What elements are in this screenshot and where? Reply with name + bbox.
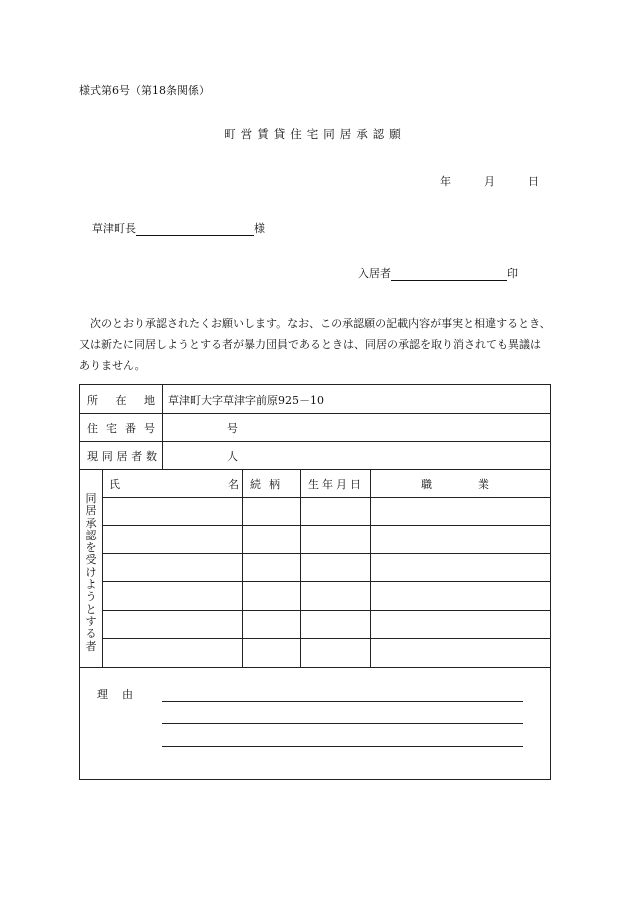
vertical-label-char: う xyxy=(85,590,97,604)
vertical-label-char: す xyxy=(85,614,97,628)
body-text xyxy=(79,313,551,376)
application-form-table xyxy=(79,384,551,780)
addressee-prefix: 草津町長 xyxy=(92,222,136,235)
location-label-char: 所 xyxy=(87,394,98,407)
addressee xyxy=(92,220,265,236)
row-divider xyxy=(102,610,550,611)
resident-line xyxy=(358,265,518,281)
location-label-char: 在 xyxy=(115,394,127,407)
column-divider xyxy=(102,469,103,667)
row-divider xyxy=(102,581,550,582)
reason-line[interactable] xyxy=(162,701,523,702)
location-value[interactable]: 草津町大字草津字前原925－10 xyxy=(168,394,324,407)
row-divider xyxy=(80,413,550,414)
date-line xyxy=(440,173,539,189)
vertical-label-char: る xyxy=(85,627,97,641)
column-divider xyxy=(162,385,163,469)
house-number-label: 住 宅 番 号 xyxy=(87,422,155,435)
location-label-char: 地 xyxy=(144,394,155,407)
current-residents-label: 現 同 居 者 数 xyxy=(87,450,157,463)
column-name-right: 名 xyxy=(228,478,239,491)
document-title: 町営賃貸住宅同居承認願 xyxy=(224,127,406,141)
reason-label: 理由 xyxy=(97,688,147,701)
vertical-label-char: け xyxy=(85,565,97,579)
column-divider xyxy=(370,469,371,667)
reason-line[interactable] xyxy=(162,723,523,724)
column-name-left: 氏 xyxy=(109,478,120,491)
vertical-label-char: 受 xyxy=(85,553,97,567)
body-paragraph: 次のとおり承認されたくお願いします。なお、この承認願の記載内容が事実と相違するとき、又は新たに同居しようとする者が暴力団員であるときは、同居の承認を取り消されても異議はありません。 xyxy=(79,317,551,372)
resident-label: 入居者 xyxy=(358,267,391,280)
row-divider xyxy=(80,469,550,470)
cohabitant-section-label xyxy=(80,493,102,653)
vertical-label-char: を xyxy=(85,541,97,555)
row-divider xyxy=(102,497,550,498)
vertical-label-char: 認 xyxy=(85,528,97,542)
location-label xyxy=(87,392,155,408)
column-occupation: 職業 xyxy=(421,478,535,491)
date-month-label: 月 xyxy=(484,175,495,188)
current-residents-unit: 人 xyxy=(227,450,238,463)
vertical-label-char: 居 xyxy=(85,504,97,518)
row-divider xyxy=(80,441,550,442)
resident-name-field[interactable] xyxy=(391,268,507,281)
reason-line[interactable] xyxy=(162,746,523,747)
addressee-name-field[interactable] xyxy=(136,223,254,236)
form-number: 様式第6号（第18条関係） xyxy=(79,84,210,97)
house-number-unit: 号 xyxy=(227,422,238,435)
row-divider xyxy=(102,525,550,526)
date-day-label: 日 xyxy=(528,175,539,188)
row-divider xyxy=(102,553,550,554)
row-divider xyxy=(80,667,550,668)
vertical-label-char: 者 xyxy=(85,639,97,653)
date-year-label: 年 xyxy=(440,175,451,188)
column-divider xyxy=(242,469,243,667)
vertical-label-char: 同 xyxy=(85,492,97,505)
vertical-label-char: と xyxy=(85,602,97,616)
vertical-label-char: よ xyxy=(85,578,97,592)
vertical-label-char: 承 xyxy=(85,516,97,530)
column-birthdate: 生年月日 xyxy=(308,478,364,491)
addressee-suffix: 様 xyxy=(254,222,265,235)
column-relation: 続柄 xyxy=(250,478,288,491)
column-divider xyxy=(300,469,301,667)
resident-seal: 印 xyxy=(507,267,518,280)
row-divider xyxy=(102,638,550,639)
